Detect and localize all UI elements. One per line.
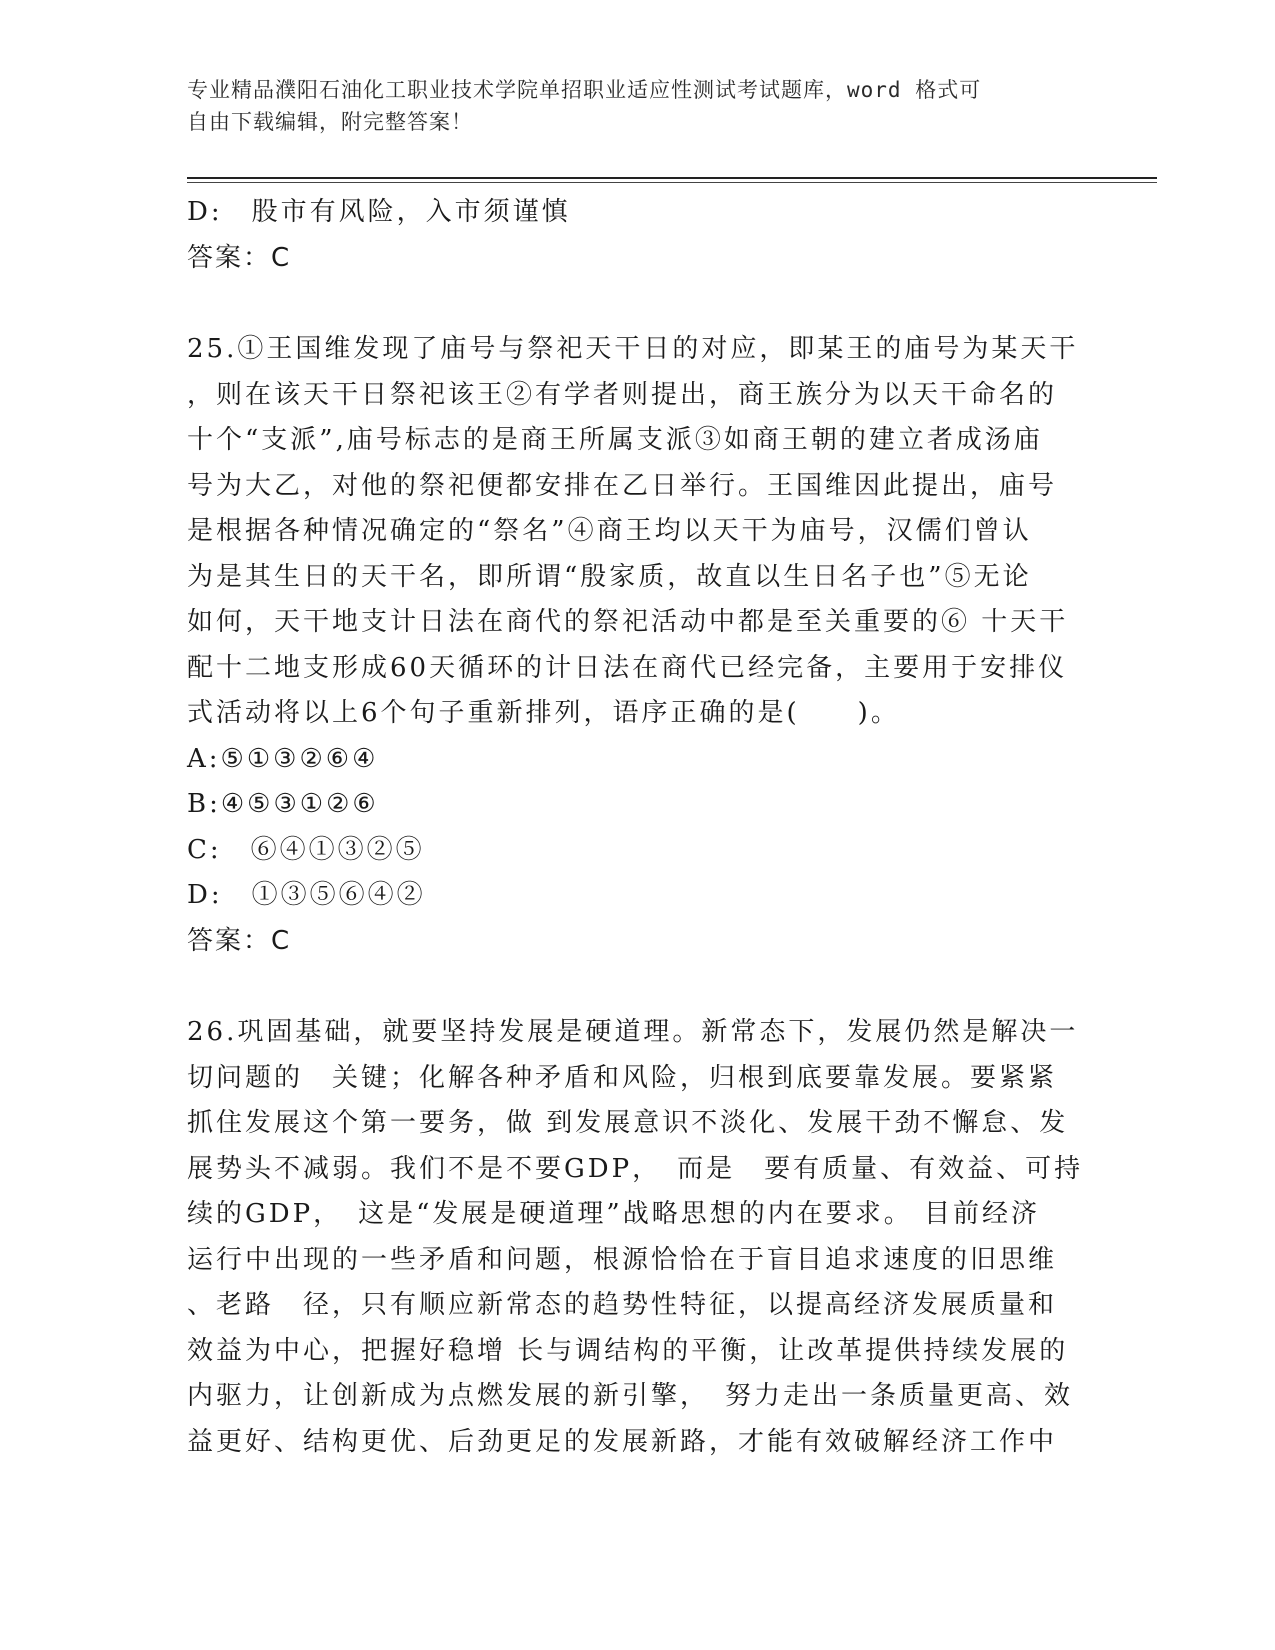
question-text-line: 效益为中心，把握好稳增 长与调结构的平衡，让改革提供持续发展的: [187, 1335, 1069, 1366]
answer-line: 答案：C: [187, 242, 292, 273]
question-text-line: 是根据各种情况确定的“祭名”④商王均以天干为庙号，汉儒们曾认: [187, 516, 1032, 546]
question-text-line: 展势头不减弱。我们不是不要GDP， 而是 要有质量、有效益、可持: [187, 1153, 1084, 1184]
spacer: [187, 964, 1067, 1010]
question-text-line: 如何，天干地支计日法在商代的祭祀活动中都是至关重要的⑥ 十天干: [187, 607, 1069, 637]
option-a: A:⑤①③②⑥④: [187, 743, 379, 774]
question-text-line: 配十二地支形成60天循环的计日法在商代已经完备，主要用于安排仪: [187, 652, 1068, 683]
spacer: [187, 281, 1067, 327]
question-text-line: 运行中出现的一些矛盾和问题，根源恰恰在于盲目追求速度的旧思维: [187, 1244, 1058, 1275]
question-text-line: ，则在该天干日祭祀该王②有学者则提出，商王族分为以天干命名的: [187, 379, 1058, 410]
question-text-line: 益更好、结构更优、后劲更足的发展新路，才能有效破解经济工作中: [187, 1426, 1058, 1457]
question-text-line: 内驱力，让创新成为点燃发展的新引擎， 努力走出一条质量更高、效: [187, 1381, 1074, 1411]
question-text-line: 切问题的 关键；化解各种矛盾和风险，归根到底要靠发展。要紧紧: [187, 1062, 1058, 1093]
option-d: D: ①③⑤⑥④②: [187, 880, 426, 910]
question-text-line: 为是其生日的天干名，即所谓“殷家质，故直以生日名子也”⑤无论: [187, 561, 1032, 592]
header-divider-thick: [187, 177, 1157, 179]
previous-question-tail: [187, 190, 1067, 281]
page-header: [187, 74, 1067, 138]
question-text-line: 、老路 径，只有顺应新常态的趋势性特征，以提高经济发展质量和: [187, 1290, 1058, 1320]
header-line-2: 自由下载编辑，附完整答案！: [187, 110, 473, 134]
question-text-line: 抓住发展这个第一要务，做 到发展意识不淡化、发展干劲不懈怠、发: [187, 1108, 1069, 1138]
option-b: B:④⑤③①②⑥: [187, 789, 379, 819]
question-text-line: 号为大乙，对他的祭祀便都安排在乙日举行。王国维因此提出，庙号: [187, 470, 1058, 501]
question-text-line: 式活动将以上6个句子重新排列，语序正确的是( )。: [187, 698, 900, 728]
question-text-line: 续的GDP， 这是“发展是硬道理”战略思想的内在要求。 目前经济: [187, 1199, 1040, 1229]
question-text-line: 25.①王国维发现了庙号与祭祀天干日的对应，即某王的庙号为某天干: [187, 334, 1079, 364]
answer-line: 答案：C: [187, 925, 292, 956]
question-text-line: 十个“支派”,庙号标志的是商王所属支派③如商王朝的建立者成汤庙: [187, 425, 1043, 455]
option-d: D: 股市有风险，入市须谨慎: [187, 197, 571, 227]
question-25: [187, 327, 1079, 964]
header-divider-thin: [187, 182, 1157, 183]
question-text-line: 26.巩固基础，就要坚持发展是硬道理。新常态下，发展仍然是解决一: [187, 1017, 1079, 1047]
question-26: [187, 1010, 1084, 1465]
header-line-1: 专业精品濮阳石油化工职业技术学院单招职业适应性测试考试题库，word 格式可: [187, 78, 982, 102]
document-body: [187, 190, 1084, 1465]
option-c: C: ⑥④①③②⑤: [187, 834, 425, 865]
